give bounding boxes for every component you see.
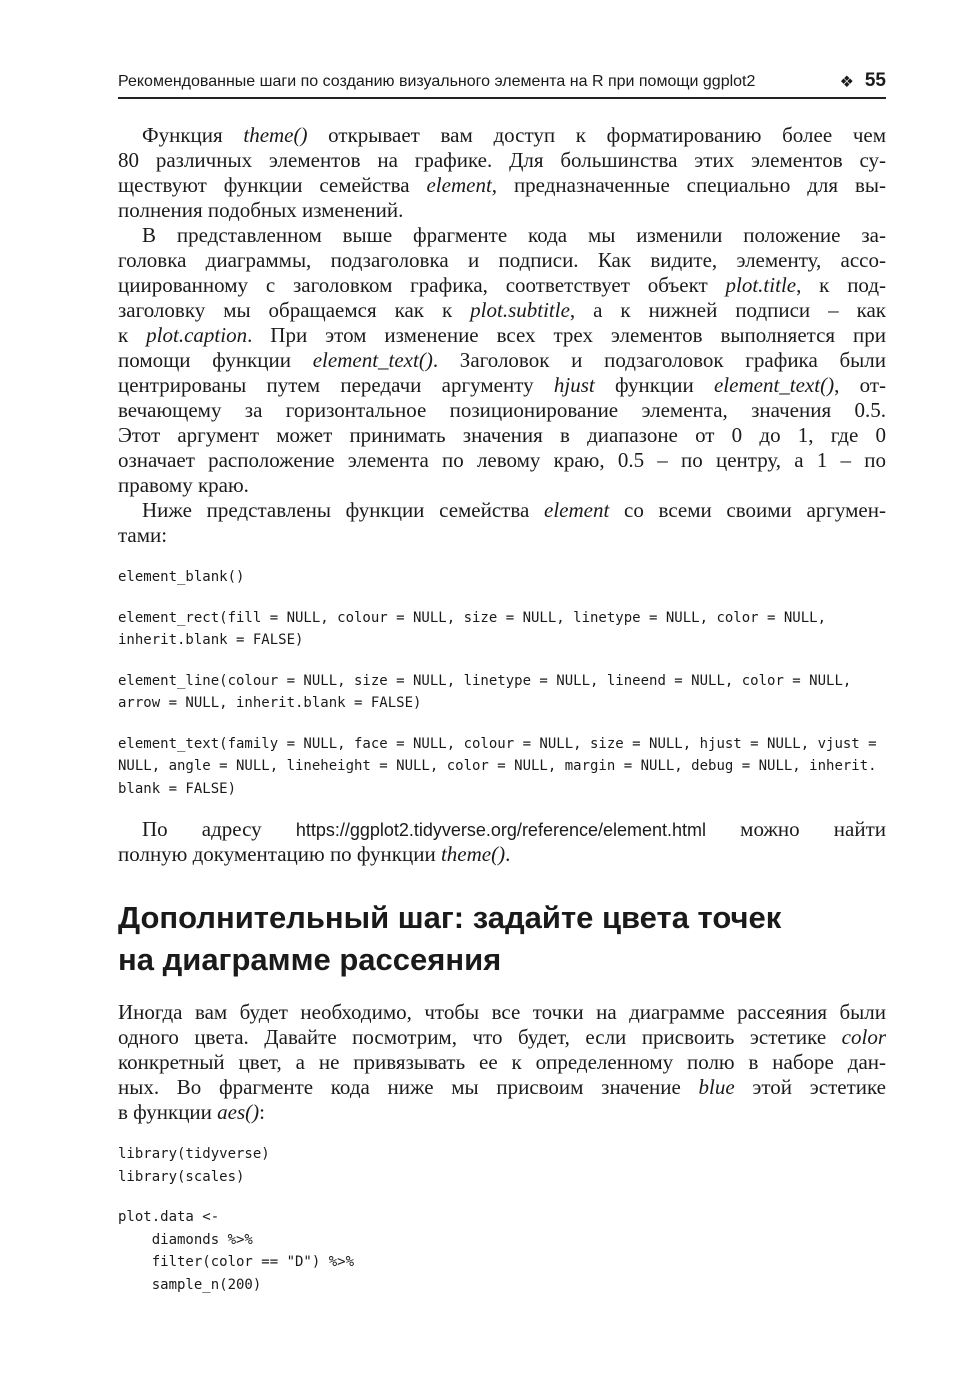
italic-term: hjust bbox=[553, 373, 595, 397]
text-line bbox=[118, 817, 886, 842]
text-run: конкретный цвет, а не привязывать ее к определенному полю в наборе дан- bbox=[118, 1050, 886, 1074]
code-line: plot.data <- bbox=[118, 1209, 220, 1225]
text-run: : bbox=[259, 1100, 265, 1124]
text-run: вечающему за горизонтальное позиционирование элемента, значения 0.5. bbox=[118, 398, 886, 422]
text-line bbox=[118, 1100, 886, 1125]
code-block-plot-data bbox=[118, 1143, 886, 1296]
text-run: В представленном выше фрагменте кода мы изменили положение за- bbox=[142, 223, 886, 247]
text-run: По адресу bbox=[142, 817, 296, 841]
italic-term: plot.title bbox=[725, 273, 797, 297]
text-line bbox=[118, 1025, 886, 1050]
text-line bbox=[118, 448, 886, 473]
text-line bbox=[118, 148, 886, 173]
code-block-element-functions bbox=[118, 566, 886, 800]
text-run: Иногда вам будет необходимо, чтобы все точки на диаграмме рассеяния были bbox=[118, 1000, 886, 1024]
text-run: 80 различных элементов на графике. Для большинства этих элементов су- bbox=[118, 148, 886, 172]
text-run: означает расположение элемента по левому краю, 0.5 – по центру, а 1 – по bbox=[118, 448, 886, 472]
text-run: в функции bbox=[118, 1100, 218, 1124]
text-line bbox=[118, 198, 886, 223]
running-header bbox=[118, 72, 886, 96]
text-run: головка диаграммы, подзаголовка и подписи. Как видите, элементу, ассо- bbox=[118, 248, 886, 272]
code-line: element_blank() bbox=[118, 569, 245, 585]
text-run: . При этом изменение всех трех элементов выполняется при bbox=[247, 323, 886, 347]
code-line: blank = FALSE) bbox=[118, 780, 237, 797]
code-line: NULL, angle = NULL, lineheight = NULL, color = NULL, margin = NULL, debug = NULL, inherit. bbox=[118, 758, 877, 774]
text-line bbox=[118, 173, 886, 198]
text-line bbox=[118, 298, 886, 323]
text-run: правому краю. bbox=[118, 473, 249, 497]
text-line bbox=[118, 248, 886, 273]
text-run: тами: bbox=[118, 523, 168, 547]
section-heading-line: на диаграмме рассеяния bbox=[118, 942, 502, 977]
italic-term: element_text() bbox=[713, 373, 835, 397]
text-line bbox=[118, 373, 886, 398]
text-run: . Заголовок и подзаголовок графика были bbox=[432, 348, 886, 372]
section-heading-line: Дополнительный шаг: задайте цвета точек bbox=[118, 900, 782, 935]
text-run: ных. Во фрагменте кода ниже мы присвоим значение bbox=[118, 1075, 699, 1099]
italic-term: element bbox=[426, 173, 492, 197]
text-run: полную документацию по функции bbox=[118, 842, 441, 866]
text-run: , к под- bbox=[796, 273, 886, 297]
text-line bbox=[118, 523, 886, 548]
text-run: циированному с заголовком графика, соответствует объект bbox=[118, 273, 726, 297]
italic-term: plot.subtitle bbox=[470, 298, 570, 322]
italic-term: color bbox=[841, 1025, 886, 1049]
italic-term: theme() bbox=[440, 842, 506, 866]
italic-term: blue bbox=[698, 1075, 735, 1099]
text-run: полнения подобных изменений. bbox=[118, 198, 404, 222]
text-run: Ниже представлены функции семейства bbox=[142, 498, 545, 522]
text-line bbox=[118, 1000, 886, 1025]
code-gap bbox=[118, 589, 886, 607]
text-line bbox=[118, 1075, 886, 1100]
italic-term: element_text() bbox=[312, 348, 433, 372]
code-line: arrow = NULL, inherit.blank = FALSE) bbox=[118, 695, 422, 711]
text-line bbox=[118, 348, 886, 373]
paragraph-3 bbox=[118, 498, 886, 548]
code-gap bbox=[118, 715, 886, 733]
code-gap bbox=[118, 652, 886, 670]
text-line bbox=[118, 398, 886, 423]
header-rule bbox=[118, 97, 886, 99]
text-run: одного цвета. Давайте посмотрим, что будет, если присвоить эстетике bbox=[118, 1025, 842, 1049]
italic-term: plot.caption bbox=[146, 323, 248, 347]
text-run: функции bbox=[594, 373, 714, 397]
text-run: со всеми своими аргумен- bbox=[609, 498, 886, 522]
code-gap bbox=[118, 1188, 886, 1206]
text-line bbox=[118, 123, 886, 148]
text-line bbox=[118, 1050, 886, 1075]
text-line bbox=[118, 273, 886, 298]
italic-term: theme() bbox=[243, 123, 308, 147]
code-line: element_line(colour = NULL, size = NULL, linetype = NULL, lineend = NULL, color = NULL, bbox=[118, 672, 852, 689]
text-run: Функция bbox=[142, 123, 244, 147]
text-line bbox=[118, 423, 886, 448]
text-line bbox=[118, 498, 886, 523]
text-run: этой эстетике bbox=[734, 1075, 886, 1099]
italic-term: aes() bbox=[217, 1100, 260, 1124]
text-run: открывает вам доступ к форматированию более чем bbox=[307, 123, 886, 147]
code-line: library(tidyverse) bbox=[118, 1146, 270, 1162]
page-number: 55 bbox=[864, 70, 886, 91]
text-line bbox=[118, 323, 886, 348]
text-run: можно найти bbox=[706, 817, 886, 841]
code-line: sample_n(200) bbox=[118, 1276, 262, 1293]
documentation-link[interactable]: https://ggplot2.tidyverse.org/reference/element.html bbox=[295, 820, 707, 840]
text-run: центрированы путем передачи аргументу bbox=[118, 373, 554, 397]
code-line: element_rect(fill = NULL, colour = NULL, size = NULL, linetype = NULL, color = NULL, bbox=[118, 609, 827, 626]
text-run: , от- bbox=[834, 373, 886, 397]
code-line: inherit.blank = FALSE) bbox=[118, 632, 304, 648]
section-heading bbox=[118, 897, 886, 981]
italic-term: element bbox=[544, 498, 610, 522]
code-line: diamonds %>% bbox=[118, 1231, 253, 1248]
text-run: помощи функции bbox=[118, 348, 313, 372]
text-line bbox=[118, 842, 886, 867]
text-run: заголовку мы обращаемся как к bbox=[118, 298, 471, 322]
ornament-icon: ❖ bbox=[839, 74, 854, 91]
text-run: , а к нижней подписи – как bbox=[569, 298, 886, 322]
paragraph-1 bbox=[118, 123, 886, 223]
text-run: ществуют функции семейства bbox=[118, 173, 427, 197]
text-run: , предназначенные специально для вы- bbox=[491, 173, 886, 197]
text-run: к bbox=[118, 323, 147, 347]
text-run: Этот аргумент может принимать значения в диапазоне от 0 до 1, где 0 bbox=[118, 423, 886, 447]
code-line: filter(color == "D") %>% bbox=[118, 1254, 355, 1270]
text-run: . bbox=[505, 842, 511, 866]
paragraph-4 bbox=[118, 817, 886, 867]
code-line: element_text(family = NULL, face = NULL, colour = NULL, size = NULL, hjust = NULL, vjust = bbox=[118, 735, 877, 752]
paragraph-2 bbox=[118, 223, 886, 498]
text-line bbox=[118, 473, 886, 498]
text-line bbox=[118, 223, 886, 248]
paragraph-5 bbox=[118, 1000, 886, 1125]
running-title: Рекомендованные шаги по созданию визуального элемента на R при помощи ggplot2 bbox=[118, 73, 756, 90]
code-line: library(scales) bbox=[118, 1168, 245, 1185]
